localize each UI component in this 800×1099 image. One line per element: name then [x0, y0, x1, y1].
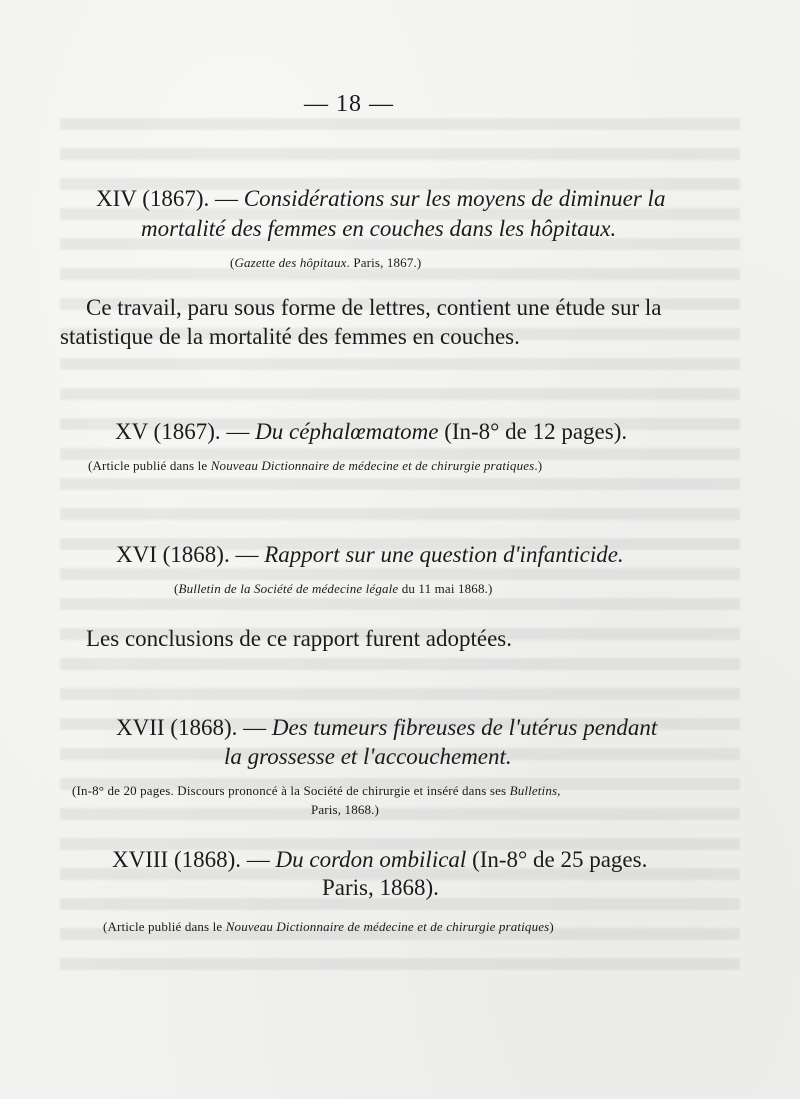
- entry-xiv-source-suffix: . Paris, 1867.): [346, 255, 422, 270]
- entry-xviii-source-italic: Nouveau Dictionnaire de médecine et de chirurgie pratiques: [225, 919, 550, 934]
- entry-xvii-title-line1: Des tumeurs fibreuses de l'utérus pendant: [271, 715, 658, 740]
- entry-xviii-source-suffix: ): [549, 919, 554, 934]
- entry-xvi-source-italic: Bulletin de la Société de médecine légale: [178, 581, 399, 596]
- entry-xviii-title-suffix: (In-8° de 25 pages.: [466, 847, 648, 872]
- entry-xviii-line2: Paris, 1868).: [322, 875, 439, 900]
- entry-xv-heading: XV (1867). —: [115, 419, 256, 444]
- entry-xiv-paragraph-line2: statistique de la mortalité des femmes en couches.: [60, 324, 520, 349]
- entry-xiv-paragraph-line1: Ce travail, paru sous forme de lettres, contient une étude sur la: [86, 295, 662, 320]
- entry-xvii-line1: [116, 716, 657, 739]
- entry-xiv-title-line1: Considérations sur les moyens de diminuer la: [243, 186, 666, 211]
- entry-xiv-line1: [96, 187, 665, 210]
- entry-xvi-paragraph: Les conclusions de ce rapport furent adoptées.: [86, 626, 512, 651]
- entry-xiv-source-italic: Gazette des hôpitaux: [234, 255, 347, 270]
- entry-xiv-heading: XIV (1867). —: [96, 186, 244, 211]
- entry-xv-source-suffix: .): [534, 458, 543, 473]
- entry-xviii-title: Du cordon ombilical: [275, 847, 467, 872]
- entry-xvi-source: [174, 582, 492, 595]
- entry-xiv-source: [230, 256, 421, 269]
- entry-xvii-source-line2: Paris, 1868.): [311, 802, 380, 817]
- entry-xv-source: [88, 459, 542, 472]
- entry-xvi-source-prefix: (: [174, 581, 179, 596]
- entry-xviii-heading: XVIII (1868). —: [112, 847, 276, 872]
- entry-xv-source-prefix: (Article publié dans le: [88, 458, 211, 473]
- entry-xviii-source: [103, 920, 554, 933]
- entry-xviii-line1: [112, 848, 647, 871]
- entry-xiv-source-prefix: (: [230, 255, 235, 270]
- entry-xvi-source-suffix: du 11 mai 1868.): [398, 581, 493, 596]
- entry-xvii-source-prefix: (In-8° de 20 pages. Discours prononcé à la Société de chirurgie et inséré dans ses: [72, 783, 510, 798]
- entry-xvii-heading: XVII (1868). —: [116, 715, 272, 740]
- page-number: — 18 —: [304, 91, 394, 117]
- entry-xvii-source-italic: Bulletins,: [509, 783, 561, 798]
- entry-xviii-source-prefix: (Article publié dans le: [103, 919, 226, 934]
- entry-xvi-heading: XVI (1868). —: [116, 542, 265, 567]
- entry-xv-source-italic: Nouveau Dictionnaire de médecine et de chirurgie pratiques: [210, 458, 535, 473]
- entry-xvii-source-line1: [72, 784, 561, 797]
- entry-xvi-line: [116, 543, 624, 566]
- entry-xv-line: [115, 420, 627, 443]
- entry-xvii-title-line2: la grossesse et l'accouchement.: [224, 744, 512, 769]
- entry-xiv-title-line2: mortalité des femmes en couches dans les hôpitaux.: [141, 216, 617, 241]
- entry-xvi-title: Rapport sur une question d'infanticide.: [264, 542, 624, 567]
- entry-xv-title: Du céphalœmatome: [255, 419, 439, 444]
- entry-xv-title-suffix: (In-8° de 12 pages).: [438, 419, 628, 444]
